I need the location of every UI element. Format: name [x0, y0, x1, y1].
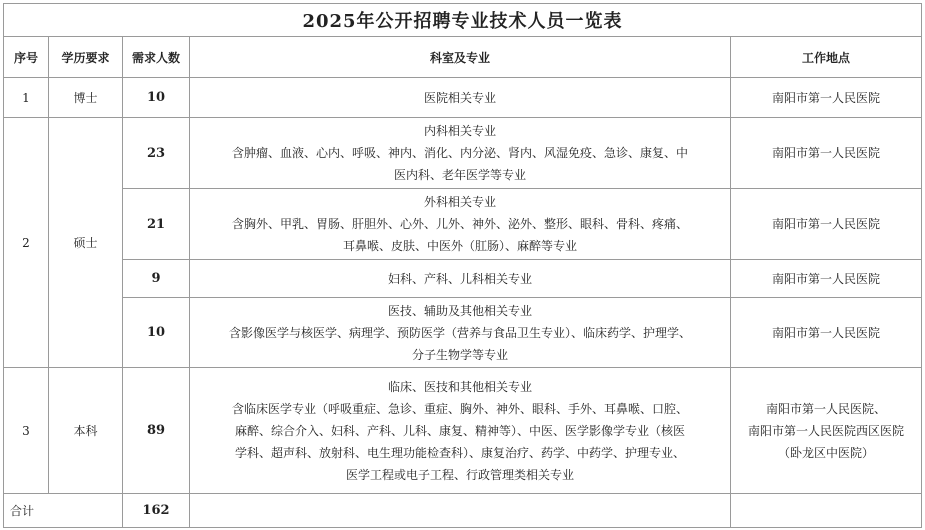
table-row [4, 118, 922, 189]
location-line: 南阳市第一人民医院 [772, 146, 881, 160]
dept-line: 含临床医学专业（呼吸重症、急诊、重症、胸外、神外、眼科、手外、耳鼻喉、口腔、 [231, 401, 688, 416]
dept-specialty [190, 368, 731, 494]
education-level: 博士 [49, 78, 123, 118]
header-education: 学历要求 [49, 37, 123, 78]
dept-specialty [190, 78, 731, 118]
dept-line: 含胸外、甲乳、胃肠、肝胆外、心外、儿外、神外、泌外、整形、眼科、骨科、疼痛、 [231, 217, 688, 231]
dept-line: 医学工程或电子工程、行政管理类相关专业 [345, 467, 574, 482]
dept-line: 医内科、老年医学等专业 [393, 168, 526, 182]
total-count: 162 [123, 494, 190, 528]
row-index: 3 [4, 368, 49, 494]
table-row [4, 189, 922, 260]
header-location: 工作地点 [731, 37, 922, 78]
location-line: 南阳市第一人民医院 [772, 90, 881, 105]
location-line: （卧龙区中医院） [778, 445, 875, 460]
dept-line: 含肿瘤、血液、心内、呼吸、神内、消化、内分泌、肾内、风湿免疫、急诊、康复、中 [231, 146, 688, 160]
location-line: 南阳市第一人民医院、 [766, 401, 887, 416]
work-location [731, 298, 922, 368]
table-row [4, 298, 922, 368]
row-index: 1 [4, 78, 49, 118]
recruitment-table [3, 3, 922, 528]
table-row [4, 78, 922, 118]
demand-count: 23 [123, 118, 190, 189]
dept-specialty [190, 118, 731, 189]
header-dept: 科室及专业 [190, 37, 731, 78]
table-row [4, 368, 922, 494]
work-location [731, 368, 922, 494]
table-title: 2025年公开招聘专业技术人员一览表 [4, 4, 922, 37]
header-count: 需求人数 [123, 37, 190, 78]
dept-line: 分子生物学等专业 [411, 347, 508, 362]
dept-line: 内科相关专业 [423, 124, 496, 138]
dept-line: 外科相关专业 [423, 195, 496, 209]
education-level: 硕士 [49, 118, 123, 368]
dept-line: 医院相关专业 [423, 90, 496, 105]
location-line: 南阳市第一人民医院西区医院 [748, 423, 905, 438]
demand-count: 89 [123, 368, 190, 494]
dept-line: 耳鼻喉、皮肤、中医外（肛肠）、麻醉等专业 [342, 239, 577, 253]
location-line: 南阳市第一人民医院 [772, 217, 881, 231]
demand-count: 21 [123, 189, 190, 260]
dept-specialty [190, 260, 731, 298]
table-row [4, 260, 922, 298]
header-index: 序号 [4, 37, 49, 78]
dept-line: 麻醉、综合介入、妇科、产科、儿科、康复、精神等）、中医、医学影像学专业（核医 [234, 423, 685, 438]
education-level: 本科 [49, 368, 123, 494]
dept-line: 妇科、产科、儿科相关专业 [387, 271, 532, 286]
work-location [731, 260, 922, 298]
demand-count: 9 [123, 260, 190, 298]
dept-specialty [190, 189, 731, 260]
dept-line: 学科、超声科、放射科、电生理功能检查科）、康复治疗、药学、中药学、护理专业、 [234, 445, 685, 460]
total-row [4, 494, 922, 528]
work-location [731, 118, 922, 189]
empty-cell [190, 494, 731, 528]
empty-cell [731, 494, 922, 528]
total-label: 合计 [4, 494, 123, 528]
row-index: 2 [4, 118, 49, 368]
dept-specialty [190, 298, 731, 368]
dept-line: 含影像医学与核医学、病理学、预防医学（营养与食品卫生专业）、临床药学、护理学、 [228, 325, 691, 340]
work-location [731, 78, 922, 118]
dept-line: 医技、辅助及其他相关专业 [387, 303, 532, 318]
dept-line: 临床、医技和其他相关专业 [387, 379, 532, 394]
demand-count: 10 [123, 298, 190, 368]
demand-count: 10 [123, 78, 190, 118]
location-line: 南阳市第一人民医院 [772, 325, 881, 340]
work-location [731, 189, 922, 260]
header-row [4, 37, 922, 78]
location-line: 南阳市第一人民医院 [772, 271, 881, 286]
table-body [4, 4, 922, 528]
title-row [4, 4, 922, 37]
